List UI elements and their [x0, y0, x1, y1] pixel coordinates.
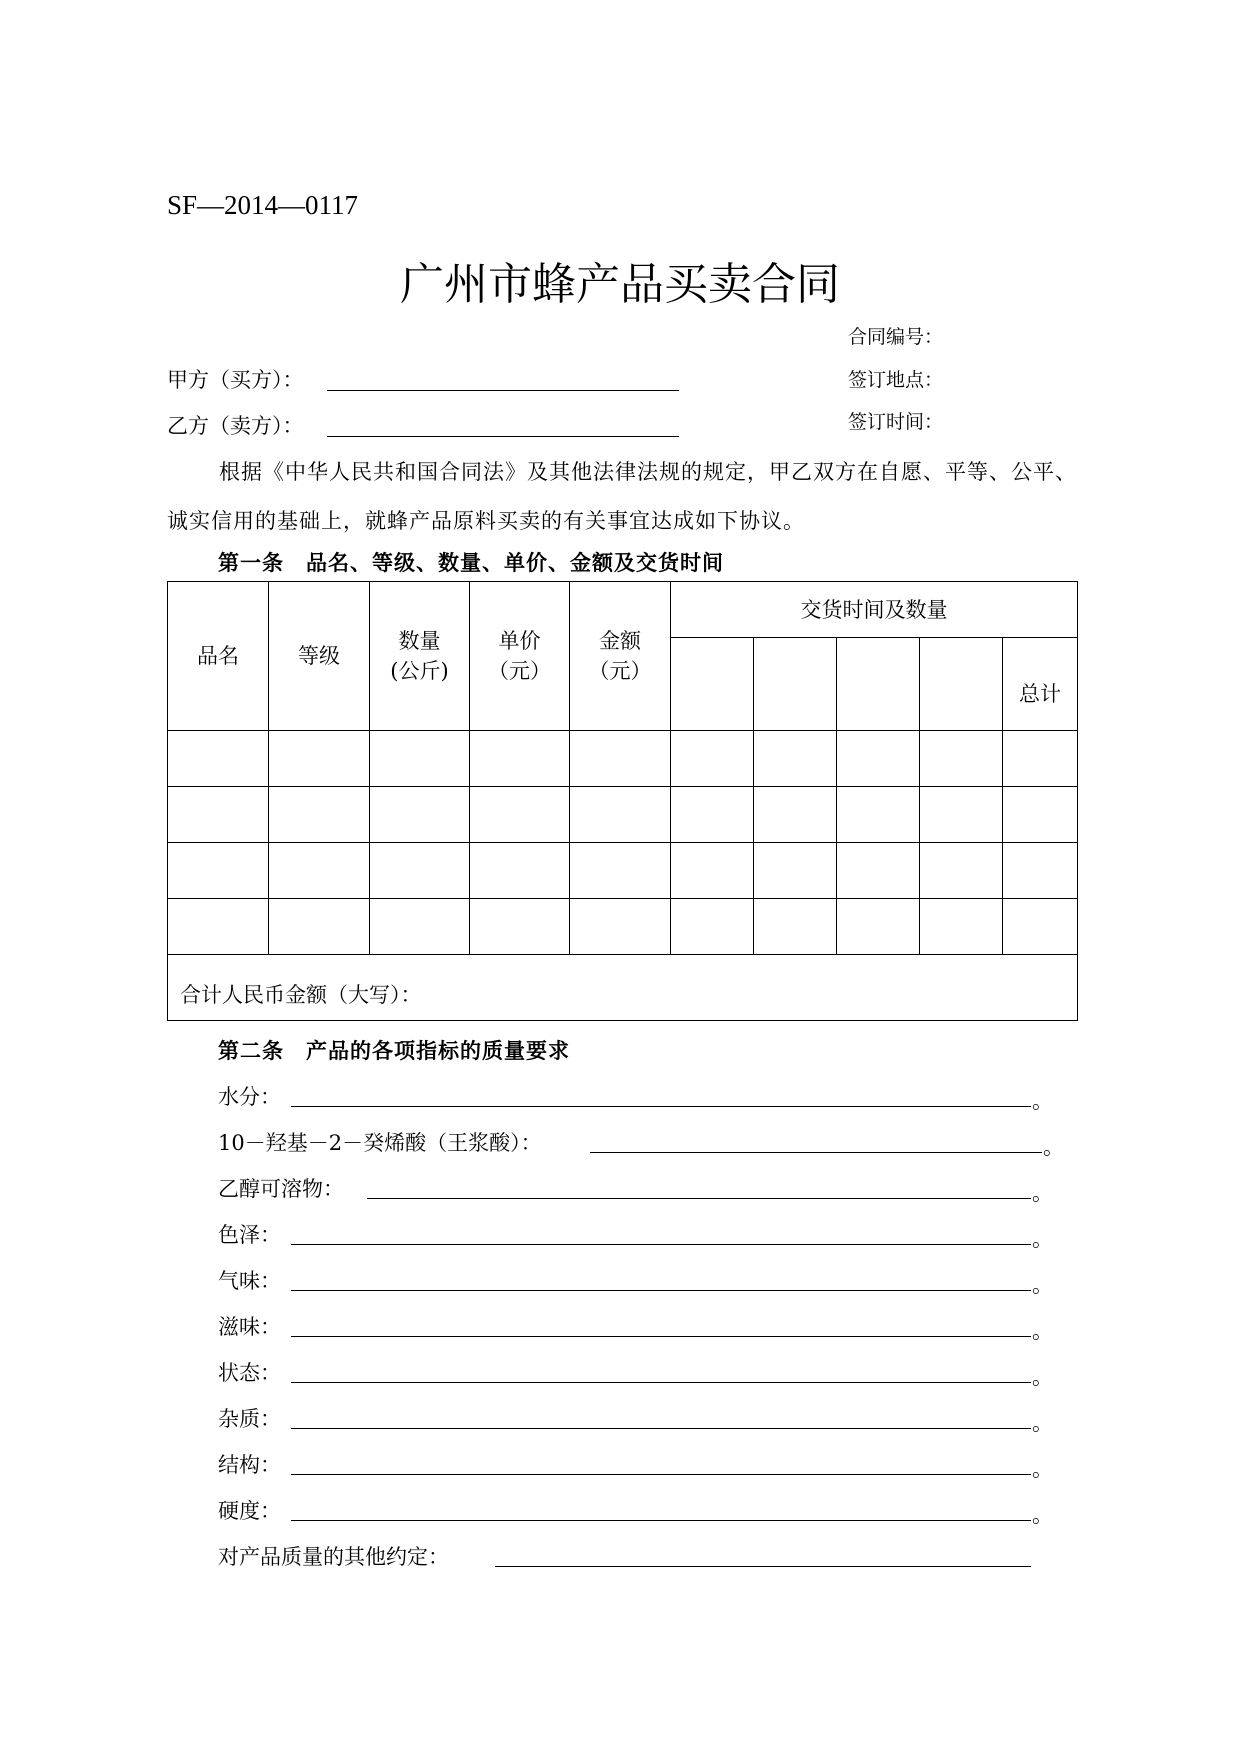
table-cell[interactable]: [1003, 787, 1078, 843]
sign-place-label: 签订地点：: [848, 369, 944, 391]
header-amount-line2: （元）: [588, 659, 652, 683]
table-cell[interactable]: [168, 731, 269, 787]
table-cell[interactable]: [269, 787, 370, 843]
table-row: [168, 731, 1078, 787]
party-a-label: 甲方（买方）：: [167, 368, 304, 392]
quality-fill-hardness[interactable]: [291, 1520, 1031, 1521]
quality-label-color: 色泽：: [218, 1223, 281, 1247]
document-code: SF—2014—0117: [167, 190, 359, 220]
quality-fill-state[interactable]: [291, 1382, 1031, 1383]
table-cell[interactable]: [920, 787, 1003, 843]
quality-fill-color[interactable]: [291, 1244, 1031, 1245]
header-total: [1003, 638, 1078, 731]
period-mark: 。: [1032, 1089, 1053, 1113]
table-cell[interactable]: [920, 899, 1003, 955]
quality-fill-odor[interactable]: [291, 1290, 1031, 1291]
table-cell[interactable]: [920, 843, 1003, 899]
table-cell[interactable]: [470, 899, 570, 955]
table-cell[interactable]: [370, 899, 470, 955]
table-cell[interactable]: [470, 843, 570, 899]
party-b-label: 乙方（卖方）：: [167, 414, 304, 438]
table-cell[interactable]: [168, 787, 269, 843]
table-cell[interactable]: [570, 731, 671, 787]
header-quantity-line1: 数量: [398, 629, 441, 653]
intro-paragraph: 根据《中华人民共和国合同法》及其他法律法规的规定，甲乙双方在自愿、平等、公平、诚实信用的基础上，就蜂产品原料买卖的有关事宜达成如下协议。: [167, 460, 1077, 533]
table-cell[interactable]: [269, 731, 370, 787]
table-cell[interactable]: [754, 787, 837, 843]
quality-label-odor: 气味：: [218, 1269, 281, 1293]
delivery-cell[interactable]: [754, 638, 837, 731]
goods-table: [167, 581, 1078, 1021]
party-b-fill-line[interactable]: [327, 436, 679, 437]
header-total-text: 总计: [1019, 682, 1062, 706]
table-cell[interactable]: [269, 899, 370, 955]
period-mark: 。: [1032, 1319, 1053, 1343]
table-cell[interactable]: [671, 899, 754, 955]
table-cell[interactable]: [837, 843, 920, 899]
table-row: [168, 899, 1078, 955]
table-cell[interactable]: [754, 731, 837, 787]
table-cell[interactable]: [1003, 731, 1078, 787]
table-cell[interactable]: [920, 731, 1003, 787]
header-grade: 等级: [269, 582, 370, 731]
quality-fill-10hda[interactable]: [590, 1152, 1042, 1153]
table-cell[interactable]: [837, 899, 920, 955]
table-cell[interactable]: [470, 787, 570, 843]
quality-label-impurity: 杂质：: [218, 1407, 281, 1431]
quality-label-moisture: 水分：: [218, 1085, 281, 1109]
quality-label-state: 状态：: [218, 1361, 281, 1385]
header-delivery: 交货时间及数量: [671, 582, 1078, 638]
table-cell[interactable]: [570, 843, 671, 899]
table-row: [168, 787, 1078, 843]
period-mark: 。: [1032, 1503, 1053, 1527]
period-mark: 。: [1032, 1181, 1053, 1205]
article-2-heading: 第二条 产品的各项指标的质量要求: [218, 1038, 570, 1063]
table-cell[interactable]: [671, 731, 754, 787]
period-mark: 。: [1032, 1411, 1053, 1435]
header-name: 品名: [168, 582, 269, 731]
article-1-heading: 第一条 品名、等级、数量、单价、金额及交货时间: [218, 550, 724, 575]
table-cell[interactable]: [168, 899, 269, 955]
quality-fill-other[interactable]: [495, 1566, 1031, 1567]
quality-fill-impurity[interactable]: [291, 1428, 1031, 1429]
period-mark: 。: [1032, 1273, 1053, 1297]
party-a-fill-line[interactable]: [327, 390, 679, 391]
table-row: [168, 843, 1078, 899]
table-cell[interactable]: [370, 843, 470, 899]
quality-label-hardness: 硬度：: [218, 1499, 281, 1523]
quality-label-10hda: 10－羟基－2－癸烯酸（王浆酸）：: [218, 1131, 542, 1155]
header-unit-price-line1: 单价: [498, 629, 541, 653]
quality-fill-ethanol-soluble[interactable]: [367, 1198, 1031, 1199]
table-cell[interactable]: [837, 731, 920, 787]
quality-fill-taste[interactable]: [291, 1336, 1031, 1337]
contract-title: 广州市蜂产品买卖合同: [400, 259, 840, 310]
table-cell[interactable]: [1003, 899, 1078, 955]
table-cell[interactable]: [1003, 843, 1078, 899]
table-cell[interactable]: [754, 843, 837, 899]
table-cell[interactable]: [754, 899, 837, 955]
delivery-cell[interactable]: [671, 638, 754, 731]
header-quantity: [370, 582, 470, 731]
delivery-cell[interactable]: [920, 638, 1003, 731]
header-unit-price: [470, 582, 570, 731]
total-rmb-label: 合计人民币金额（大写）：: [180, 982, 422, 1007]
period-mark: 。: [1032, 1457, 1053, 1481]
table-cell[interactable]: [570, 899, 671, 955]
header-amount: [570, 582, 671, 731]
header-unit-price-line2: （元）: [488, 659, 551, 683]
table-cell[interactable]: [671, 787, 754, 843]
table-cell[interactable]: [269, 843, 370, 899]
contract-number-label: 合同编号：: [848, 326, 944, 348]
table-cell[interactable]: [168, 843, 269, 899]
quality-label-structure: 结构：: [218, 1453, 281, 1477]
period-mark: 。: [1043, 1135, 1064, 1159]
quality-fill-structure[interactable]: [291, 1474, 1031, 1475]
delivery-cell[interactable]: [837, 638, 920, 731]
header-amount-line1: 金额: [599, 629, 641, 653]
sign-time-label: 签订时间：: [848, 411, 944, 433]
table-cell[interactable]: [671, 843, 754, 899]
quality-fill-moisture[interactable]: [291, 1106, 1031, 1107]
total-rmb-cell[interactable]: [168, 955, 1078, 1021]
table-cell[interactable]: [837, 787, 920, 843]
quality-label-taste: 滋味：: [218, 1315, 281, 1339]
table-cell[interactable]: [370, 731, 470, 787]
period-mark: 。: [1032, 1227, 1053, 1251]
period-mark: 。: [1032, 1365, 1053, 1389]
table-cell[interactable]: [470, 731, 570, 787]
table-cell[interactable]: [370, 787, 470, 843]
quality-label-other: 对产品质量的其他约定：: [218, 1545, 449, 1569]
table-cell[interactable]: [570, 787, 671, 843]
header-quantity-line2: (公斤): [390, 659, 449, 683]
quality-label-ethanol-soluble: 乙醇可溶物：: [218, 1177, 344, 1201]
